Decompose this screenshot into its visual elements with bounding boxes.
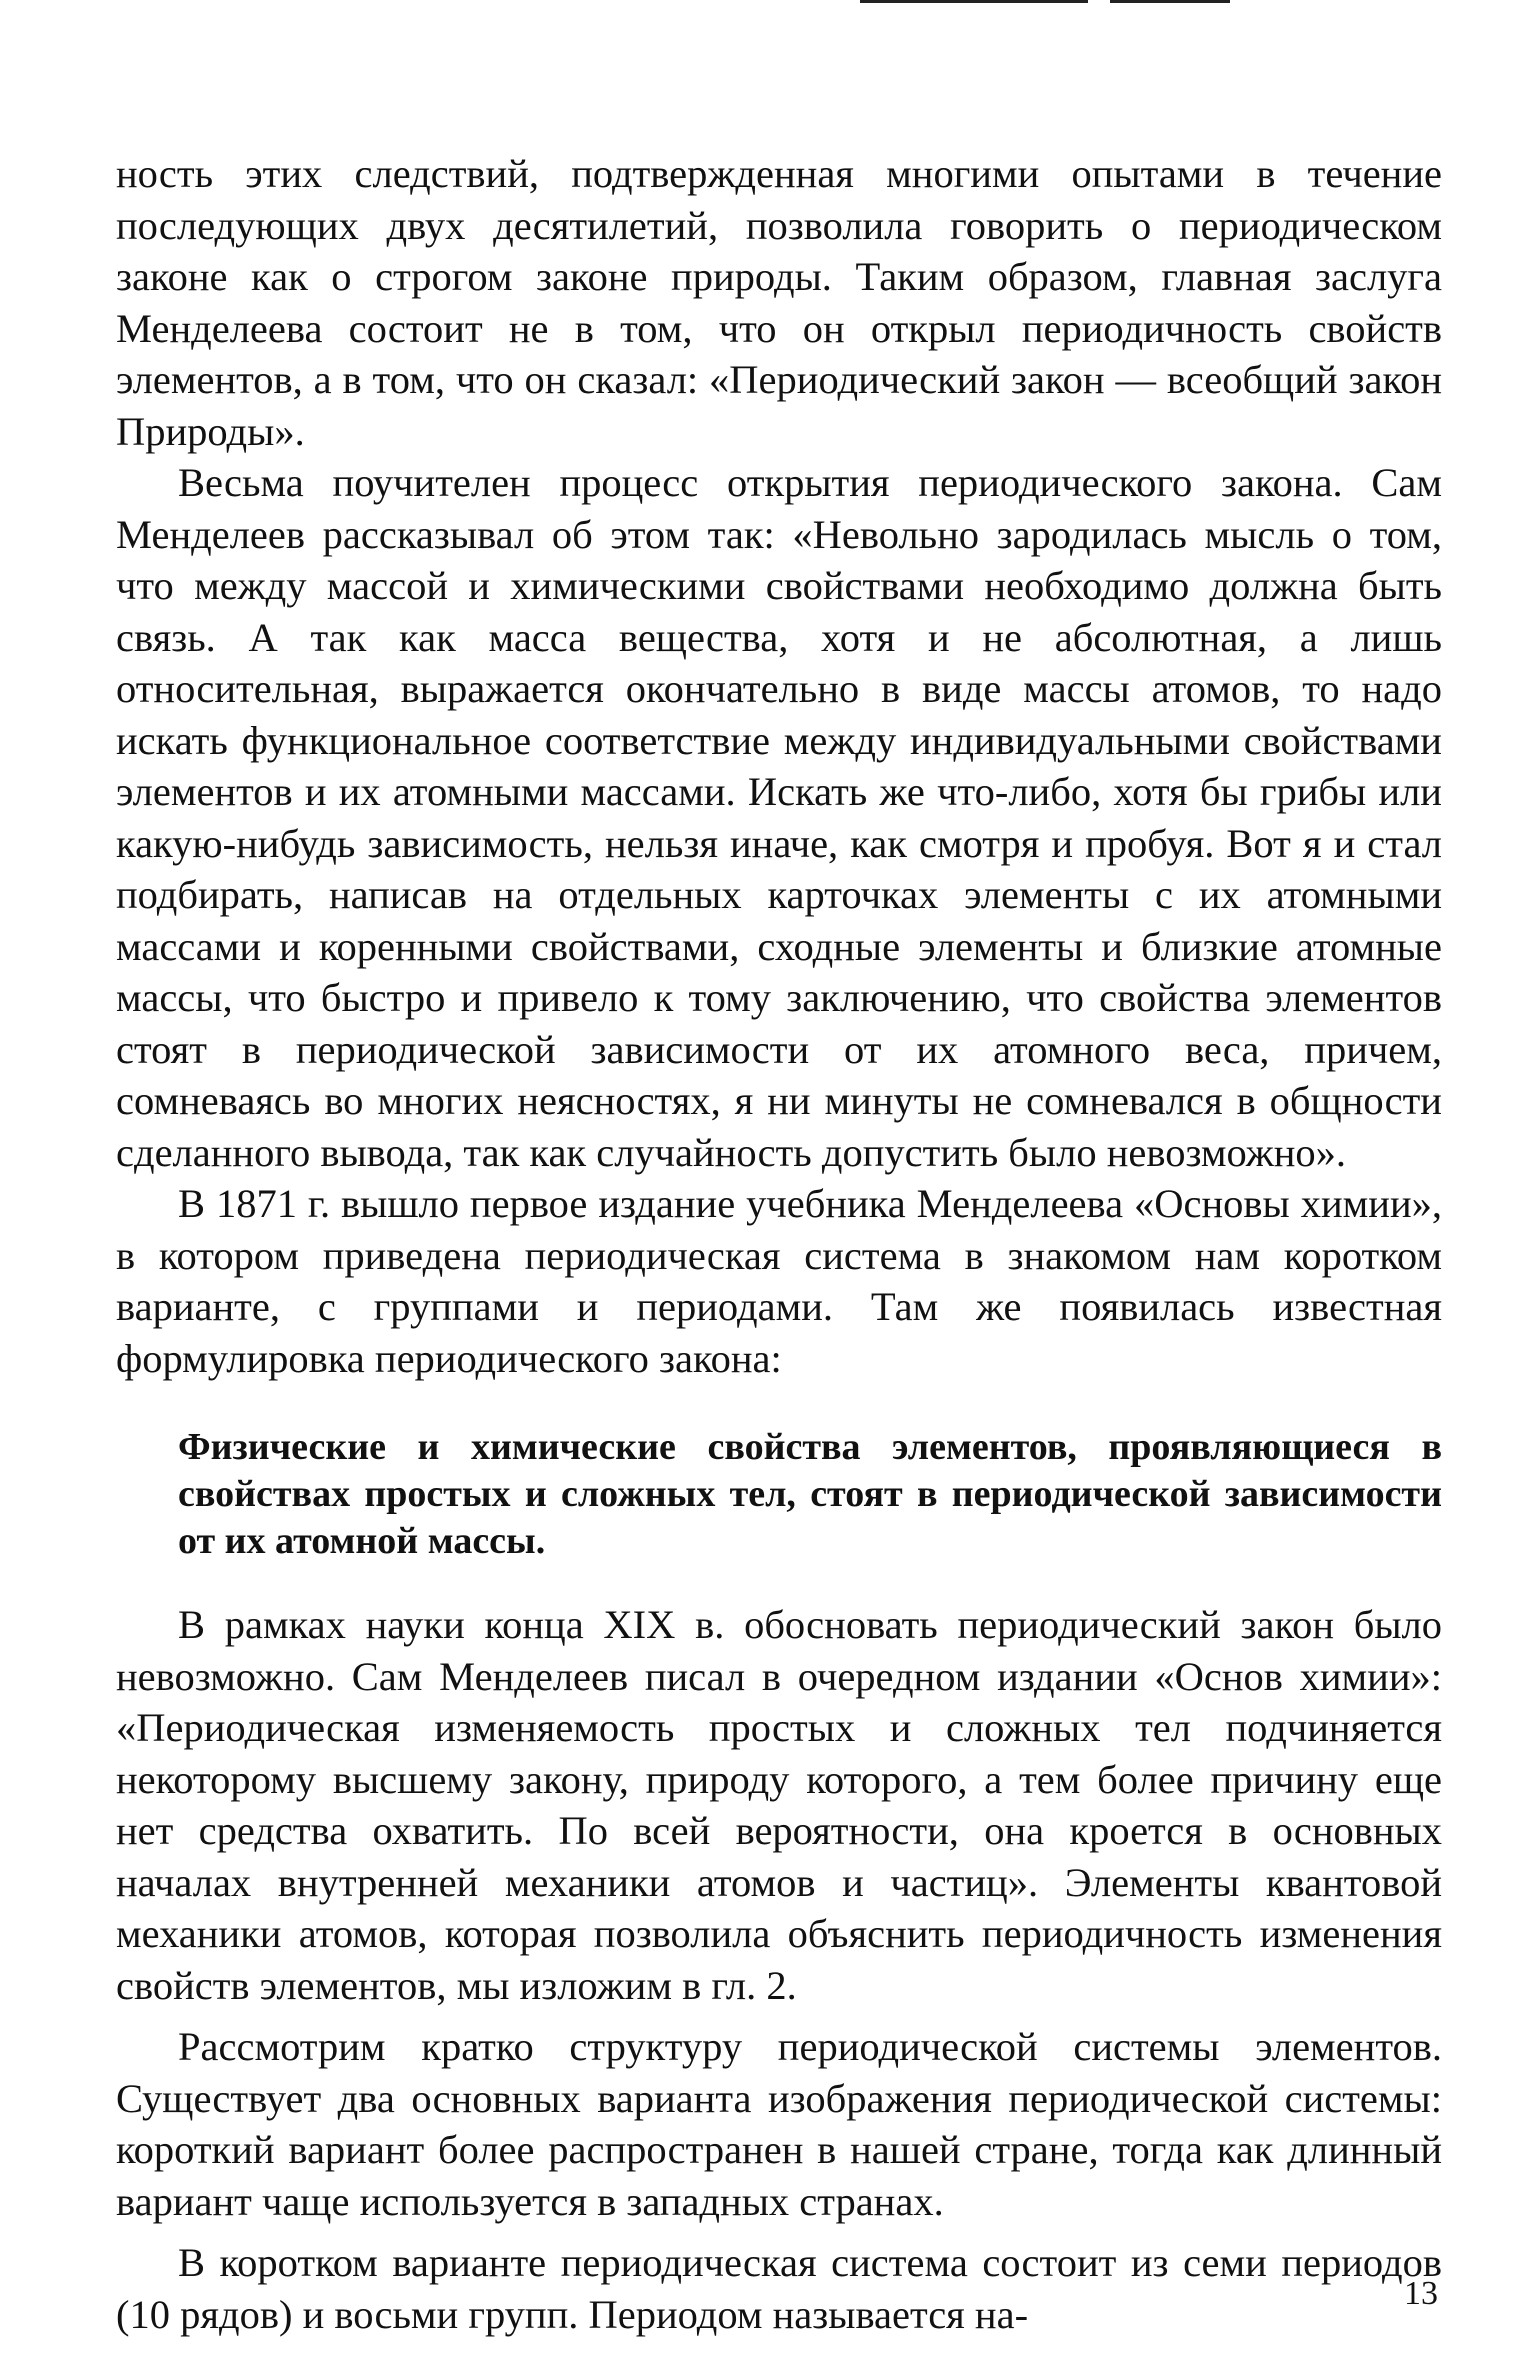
paragraph-2: Весьма поучителен процесс открытия периодического закона. Сам Менделеев рассказывал об этом так: «Невольно зародилась мысль о том, что между массой и химическими свойствами необходимо должна быть связь. А так как масса вещества, хотя и не абсолютная, а лишь относительная, выражается окончательно в виде массы атомов, то надо искать функциональное соответствие между индивидуальными свойствами элементов и их атомными массами. Искать же что-либо, хотя бы грибы или какую-нибудь зависимость, нельзя иначе, как смотря и пробуя. Вот я и стал подбирать, написав на отдельных карточках элементы с их атомными массами и коренными свойствами, сходные элементы и близкие атомные массы, что быстро и привело к тому заключению, что свойства элементов стоят в периодической зависимости от их атомного веса, причем, сомневаясь во многих неясностях, я ни минуты не сомневался в общности сделанного вывода, так как случайность допустить было невозможно».	[116, 460, 1442, 1175]
page-number: 13	[1404, 2275, 1438, 2312]
paragraph-1: ность этих следствий, подтвержденная многими опытами в течение последующих двух десятилетий, позволила говорить о периодическом законе как о строгом законе природы. Таким образом, главная заслуга Менделеева состоит не в том, что он открыл периодичность свойств элементов, а в том, что он сказал: «Периодический закон — всеобщий закон Природы».	[116, 151, 1442, 454]
paragraph-4: В рамках науки конца XIX в. обосновать периодический закон было невозможно. Сам Менделеев писал в очередном издании «Основ химии»: «Периодическая изменяемость простых и сложных тел подчиняется некоторому высшему закону, природу которого, а тем более причину еще нет средства охватить. По всей вероятности, она кроется в основных началах внутренней механики атомов и частиц». Элементы квантовой механики атомов, которая позволила объяснить периодичность изменения свойств элементов, мы изложим в гл. 2.	[116, 1602, 1442, 2008]
paragraph-5: Рассмотрим кратко структуру периодической системы элементов. Существует два основных варианта изображения периодической системы: короткий вариант более распространен в нашей стране, тогда как длинный вариант чаще используется в западных странах.	[116, 2024, 1442, 2224]
top-scan-rule-right	[1110, 0, 1230, 3]
paragraph-3: В 1871 г. вышло первое издание учебника Менделеева «Основы химии», в котором приведена периодическая система в знакомом нам коротком варианте, с группами и периодами. Там же появилась известная формулировка периодического закона:	[116, 1181, 1442, 1381]
page-text-column	[116, 148, 1442, 2340]
periodic-law-statement: Физические и химические свойства элементов, проявляющиеся в свойствах простых и сложных тел, стоят в периодической зависимости от их атомной массы.	[178, 1426, 1442, 1562]
top-scan-rule-left	[860, 0, 1088, 3]
paragraph-6: В коротком варианте периодическая система состоит из семи периодов (10 рядов) и восьми групп. Периодом называется на-	[116, 2240, 1442, 2337]
